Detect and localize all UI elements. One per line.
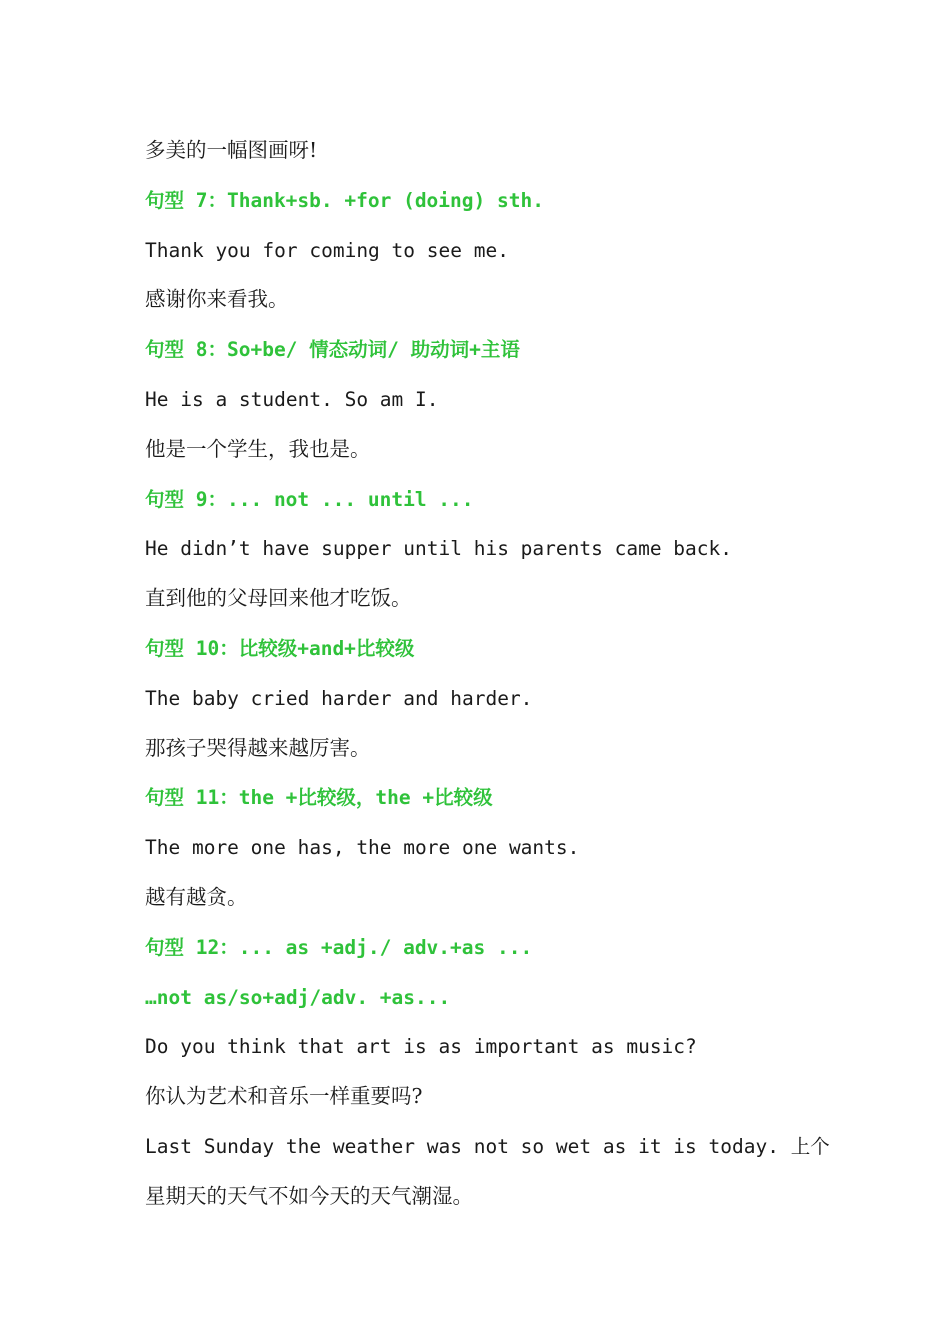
sentence-pattern-heading: 句型 10：比较级+and+比较级 <box>145 636 415 660</box>
example-sentence: He is a student. So am I. <box>145 387 439 411</box>
translation-line: 你认为艺术和音乐一样重要吗? <box>145 1084 423 1109</box>
example-sentence: He didn’t have supper until his parents came back. <box>145 537 732 561</box>
sentence-pattern-heading: 句型 12：... as +adj./ adv.+as ... <box>145 935 533 959</box>
document-body <box>145 126 830 1222</box>
translation-line: 星期天的天气不如今天的天气潮湿。 <box>145 1183 473 1208</box>
translation-line: 那孩子哭得越来越厉害。 <box>145 735 371 760</box>
sentence-pattern-heading: 句型 7：Thank+sb. +for (doing) sth. <box>145 188 544 212</box>
sentence-pattern-heading: 句型 8：So+be/ 情态动词/ 助动词+主语 <box>145 338 520 362</box>
example-sentence: Last Sunday the weather was not so wet as it is today. 上个 <box>145 1134 830 1158</box>
example-sentence: Do you think that art is as important as music? <box>145 1035 697 1059</box>
text-line: 多美的一幅图画呀! <box>145 138 318 162</box>
translation-line: 他是一个学生，我也是。 <box>145 436 371 461</box>
example-sentence: Thank you for coming to see me. <box>145 238 509 262</box>
sentence-pattern-heading: 句型 11：the +比较级，the +比较级 <box>145 786 493 810</box>
sentence-pattern-heading: 句型 9：... not ... until ... <box>145 487 474 511</box>
sentence-pattern-subheading: …not as/so+adj/adv. +as... <box>145 985 451 1009</box>
translation-line: 直到他的父母回来他才吃饭。 <box>145 586 412 611</box>
example-sentence: The more one has, the more one wants. <box>145 836 580 860</box>
example-sentence: The baby cried harder and harder. <box>145 686 533 710</box>
translation-line: 越有越贪。 <box>145 884 248 909</box>
translation-line: 感谢你来看我。 <box>145 287 289 312</box>
